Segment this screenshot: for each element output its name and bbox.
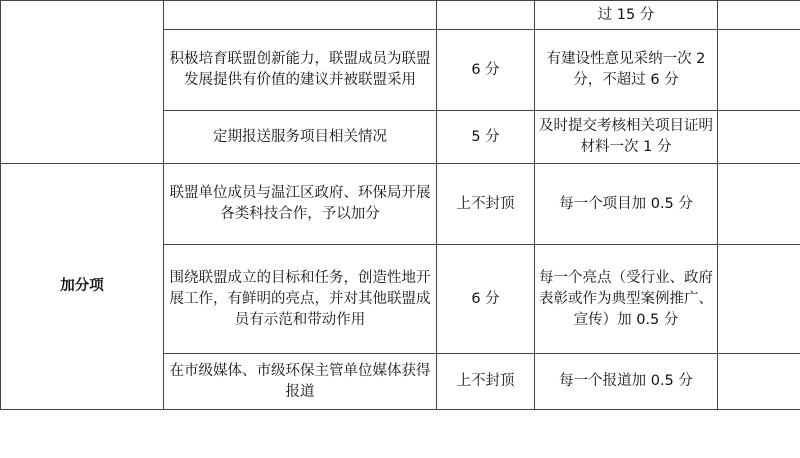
standard-cell: 每一个报道加 0.5 分 — [535, 354, 718, 410]
score-cell: 6 分 — [437, 30, 535, 111]
category-cell: 加分项 — [1, 164, 164, 410]
remarks-cell — [718, 245, 800, 354]
content-cell: 在市级媒体、市级环保主管单位媒体获得报道 — [164, 354, 437, 410]
remarks-cell — [718, 30, 800, 111]
remarks-cell — [718, 111, 800, 164]
score-cell: 6 分 — [437, 245, 535, 354]
content-cell: 围绕联盟成立的目标和任务，创造性地开展工作，有鲜明的亮点，并对其他联盟成员有示范和带动作用 — [164, 245, 437, 354]
remarks-cell — [718, 354, 800, 410]
content-cell: 联盟单位成员与温江区政府、环保局开展各类科技合作，予以加分 — [164, 164, 437, 245]
content-cell: 积极培育联盟创新能力，联盟成员为联盟发展提供有价值的建议并被联盟采用 — [164, 30, 437, 111]
content-cell: 定期报送服务项目相关情况 — [164, 111, 437, 164]
standard-cell: 有建设性意见采纳一次 2 分，不超过 6 分 — [535, 30, 718, 111]
table-row — [1, 1, 800, 30]
content-cell — [164, 1, 437, 30]
score-cell — [437, 1, 535, 30]
score-cell: 上不封顶 — [437, 164, 535, 245]
remarks-cell — [718, 1, 800, 30]
standard-cell: 每一个亮点（受行业、政府表彰或作为典型案例推广、宣传）加 0.5 分 — [535, 245, 718, 354]
standard-cell: 每一个项目加 0.5 分 — [535, 164, 718, 245]
score-cell: 5 分 — [437, 111, 535, 164]
table-row — [1, 164, 800, 245]
standard-cell: 过 15 分 — [535, 1, 718, 30]
remarks-cell — [718, 164, 800, 245]
standard-cell: 及时提交考核相关项目证明材料一次 1 分 — [535, 111, 718, 164]
score-cell: 上不封顶 — [437, 354, 535, 410]
category-cell-continued — [1, 1, 164, 164]
